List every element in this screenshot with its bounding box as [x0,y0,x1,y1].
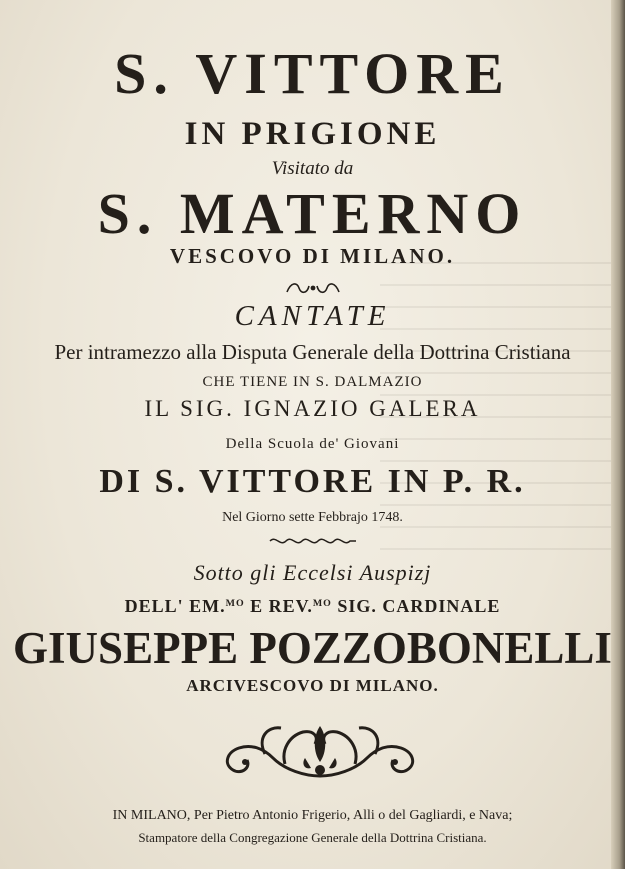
vittore-heading: DI S. VITTORE IN P. R. [99,463,526,500]
title-materno: S. MATERNO [97,181,528,246]
date-line: Nel Giorno sette Febbrajo 1748. [222,510,403,525]
scroll-ornament-icon [268,534,358,548]
cardinale-part-2: E REV. [244,596,313,616]
signore-line: IL SIG. IGNAZIO GALERA [144,396,481,421]
imprint-line-1: IN MILANO, Per Pietro Antonio Frigerio, Alli o del Gagliardi, e Nava; [112,808,513,823]
cantate-heading: CANTATE [234,300,391,332]
fleuron-icon [283,280,343,296]
arcivescovo-line: ARCIVESCOVO DI MILANO. [186,676,439,695]
ornament-divider-2 [0,534,625,553]
cardinale-part-1: DELL' EM. [124,596,226,616]
intermezzo-line: Per intramezzo alla Disputa Generale della Dottrina Cristiana [54,340,571,364]
cardinale-line [0,596,625,617]
superscript-mo-2: MO [312,598,332,610]
vignette-ornament-icon [215,718,425,784]
subtitle-in-prigione: IN PRIGIONE [184,116,441,152]
ornament-divider-1 [0,280,625,301]
tiene-line: CHE TIENE IN S. DALMAZIO [202,374,423,390]
cardinale-part-3: SIG. CARDINALE [331,596,501,616]
imprint-line-2: Stampatore della Congregazione Generale della Dottrina Cristiana. [138,830,487,845]
subtitle-vescovo: VESCOVO DI MILANO. [169,244,456,268]
main-title: S. VITTORE [114,41,511,106]
superscript-mo-1: MO [225,598,245,610]
cardinal-name: GIUSEPPE POZZOBONELLI [13,623,612,673]
auspizj-line: Sotto gli Eccelsi Auspizj [193,560,432,585]
scuola-line: Della Scuola de' Giovani [225,436,400,452]
subtitle-visitato: Visitato da [271,158,354,179]
